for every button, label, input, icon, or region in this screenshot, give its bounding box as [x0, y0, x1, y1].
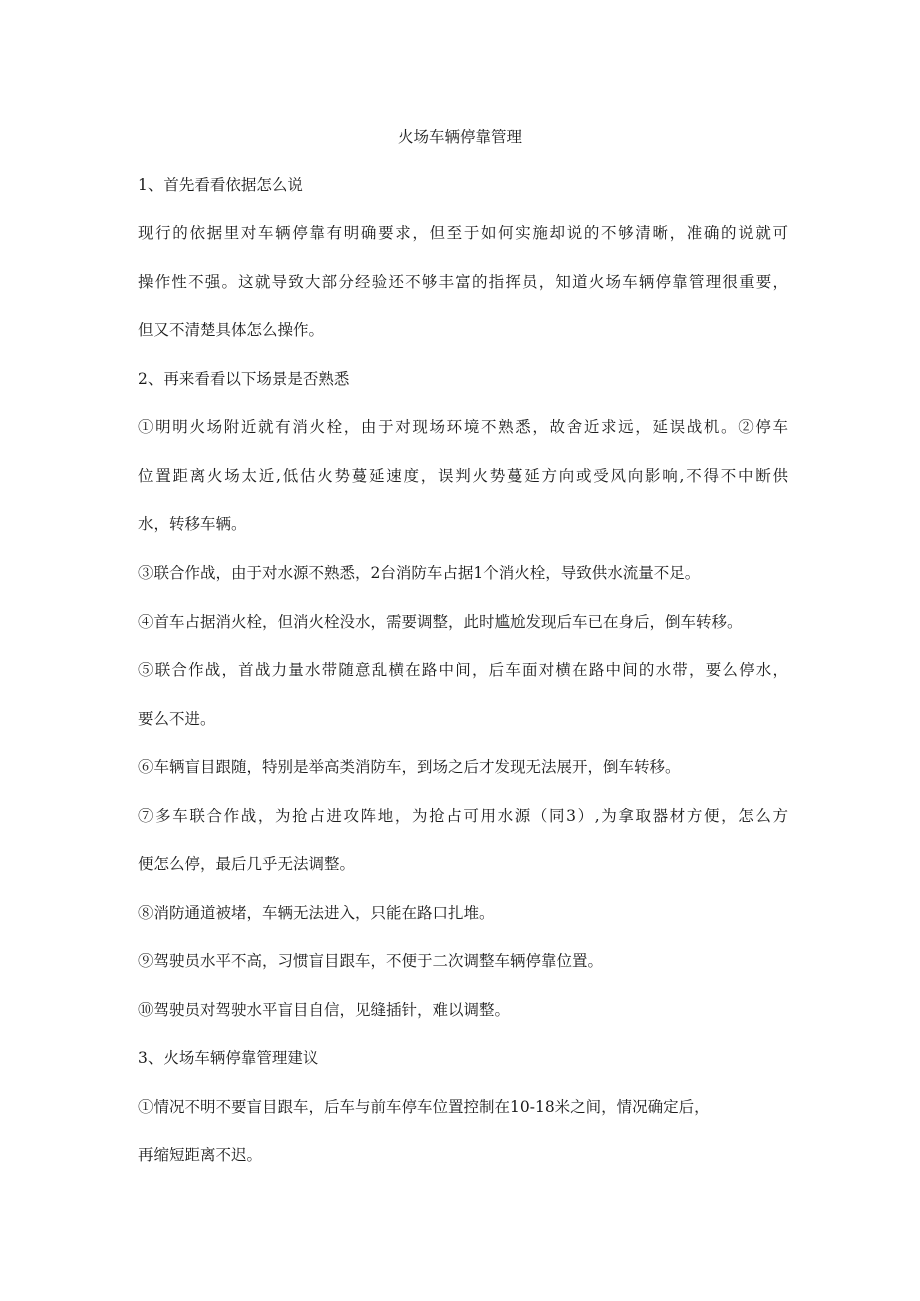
- list-item-line: ⑦多车联合作战，为抢占进攻阵地，为抢占可用水源（同3）,为拿取器材方便，怎么方: [138, 807, 788, 825]
- section-heading-1: 1、首先看看依据怎么说: [138, 176, 303, 194]
- list-item-line: ④首车占据消火栓，但消火栓没水，需要调整，此时尴尬发现后车已在身后，倒车转移。: [138, 613, 743, 631]
- list-item-line: ⑩驾驶员对驾驶水平盲目自信，见缝插针，难以调整。: [138, 1001, 511, 1019]
- list-item-line: ⑧消防通道被堵，车辆无法进入，只能在路口扎堆。: [138, 904, 495, 922]
- list-item-line: 要么不进。: [138, 710, 216, 728]
- list-item-line: ③联合作战，由于对水源不熟悉，2台消防车占据1个消火栓，导致供水流量不足。: [138, 564, 701, 582]
- list-item-line: 水，转移车辆。: [138, 515, 247, 533]
- list-item-line: 再缩短距离不迟。: [138, 1146, 263, 1164]
- paragraph-line: 现行的依据里对车辆停靠有明确要求，但至于如何实施却说的不够清晰，准确的说就可: [138, 224, 788, 242]
- document-title: 火场车辆停靠管理: [397, 128, 522, 146]
- paragraph-line: 操作性不强。这就导致大部分经验还不够丰富的指挥员，知道火场车辆停靠管理很重要，: [138, 273, 788, 291]
- section-heading-3: 3、火场车辆停靠管理建议: [138, 1049, 319, 1067]
- list-item-line: 便怎么停，最后几乎无法调整。: [138, 855, 356, 873]
- list-item-line: 位置距离火场太近,低估火势蔓延速度，误判火势蔓延方向或受风向影响,不得不中断供: [138, 467, 788, 485]
- list-item-line: ⑤联合作战，首战力量水带随意乱横在路中间，后车面对横在路中间的水带，要么停水，: [138, 661, 788, 679]
- list-item-line: ⑥车辆盲目跟随，特别是举高类消防车，到场之后才发现无法展开，倒车转移。: [138, 758, 681, 776]
- section-heading-2: 2、再来看看以下场景是否熟悉: [138, 370, 350, 388]
- list-item-line: ①明明火场附近就有消火栓，由于对现场环境不熟悉，故舍近求远，延误战机。②停车: [138, 418, 788, 436]
- list-item-line: ⑨驾驶员水平不高，习惯盲目跟车，不便于二次调整车辆停靠位置。: [138, 952, 604, 970]
- paragraph-line: 但又不清楚具体怎么操作。: [138, 321, 325, 339]
- list-item-line: ①情况不明不要盲目跟车，后车与前车停车位置控制在10-18米之间，情况确定后，: [138, 1098, 710, 1116]
